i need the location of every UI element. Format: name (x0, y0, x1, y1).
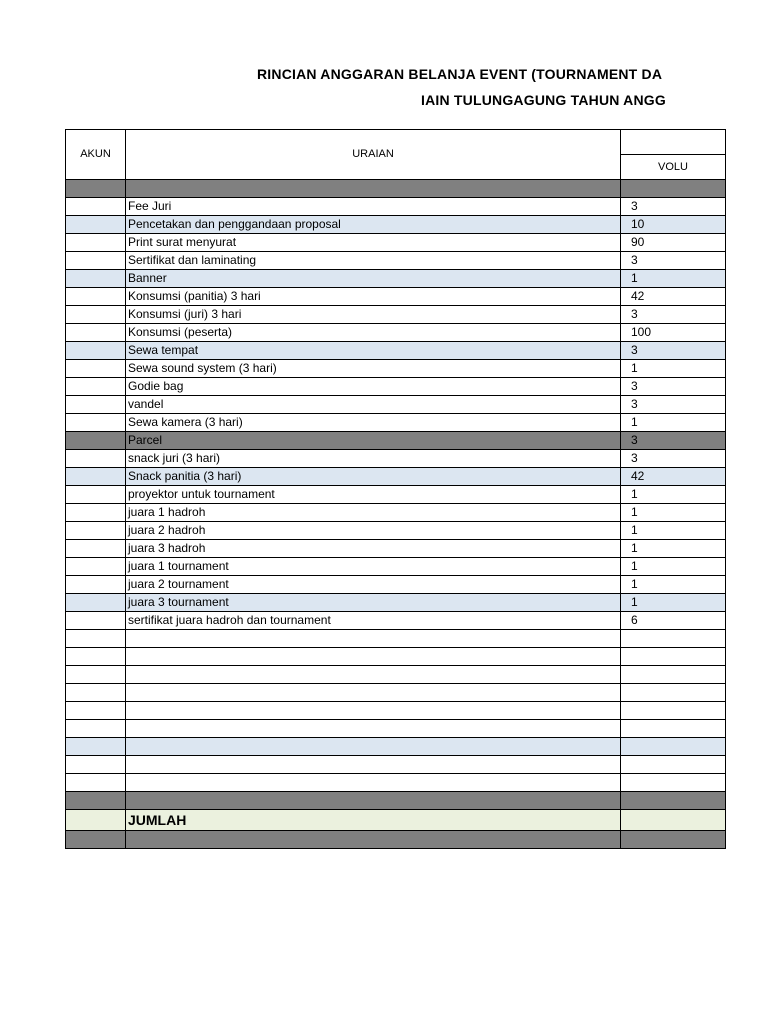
footer-akun-cell (66, 831, 126, 849)
table-row (66, 486, 726, 504)
table-row (66, 504, 726, 522)
uraian-cell: Sewa tempat (126, 342, 621, 360)
table-row (66, 630, 726, 648)
table-row (66, 720, 726, 738)
akun-cell (66, 360, 126, 378)
uraian-cell: Sewa kamera (3 hari) (126, 414, 621, 432)
uraian-cell (126, 792, 621, 810)
akun-cell (66, 270, 126, 288)
table-row (66, 558, 726, 576)
table-row (66, 648, 726, 666)
table-row (66, 522, 726, 540)
uraian-cell: Konsumsi (peserta) (126, 324, 621, 342)
akun-cell (66, 378, 126, 396)
volume-cell: 3 (621, 306, 726, 324)
akun-cell (66, 180, 126, 198)
uraian-cell (126, 180, 621, 198)
volume-cell (621, 684, 726, 702)
table-row (66, 594, 726, 612)
akun-cell (66, 324, 126, 342)
akun-cell (66, 216, 126, 234)
volume-cell: 3 (621, 378, 726, 396)
table-row (66, 288, 726, 306)
volume-cell: 3 (621, 396, 726, 414)
jumlah-volume-cell (621, 810, 726, 831)
volume-cell: 3 (621, 198, 726, 216)
table-row (66, 396, 726, 414)
akun-cell (66, 576, 126, 594)
akun-cell (66, 288, 126, 306)
uraian-cell: Godie bag (126, 378, 621, 396)
akun-cell (66, 684, 126, 702)
header-akun: AKUN (66, 130, 126, 180)
akun-cell (66, 486, 126, 504)
volume-cell: 1 (621, 360, 726, 378)
header-volume: VOLU (621, 155, 726, 180)
uraian-cell (126, 648, 621, 666)
uraian-cell (126, 756, 621, 774)
uraian-cell (126, 630, 621, 648)
table-row (66, 378, 726, 396)
uraian-cell: sertifikat juara hadroh dan tournament (126, 612, 621, 630)
akun-cell (66, 666, 126, 684)
budget-table (65, 129, 726, 849)
table-row (66, 216, 726, 234)
uraian-cell: proyektor untuk tournament (126, 486, 621, 504)
akun-cell (66, 414, 126, 432)
table-row (66, 738, 726, 756)
jumlah-label: JUMLAH (126, 810, 621, 831)
table-row (66, 432, 726, 450)
uraian-cell: juara 2 tournament (126, 576, 621, 594)
akun-cell (66, 648, 126, 666)
akun-cell (66, 234, 126, 252)
table-row (66, 792, 726, 810)
table-row (66, 576, 726, 594)
table-body (66, 180, 726, 810)
uraian-cell: juara 2 hadroh (126, 522, 621, 540)
jumlah-akun-cell (66, 810, 126, 831)
volume-cell: 10 (621, 216, 726, 234)
uraian-cell: juara 3 hadroh (126, 540, 621, 558)
uraian-cell: juara 1 hadroh (126, 504, 621, 522)
akun-cell (66, 630, 126, 648)
volume-cell (621, 666, 726, 684)
document-title-line-1: RINCIAN ANGGARAN BELANJA EVENT (TOURNAMENT DA (257, 66, 663, 82)
akun-cell (66, 558, 126, 576)
document-title-line-2: IAIN TULUNGAGUNG TAHUN ANGG (421, 92, 666, 108)
volume-cell (621, 180, 726, 198)
uraian-cell (126, 738, 621, 756)
table-row (66, 306, 726, 324)
jumlah-row (66, 810, 726, 831)
uraian-cell: Print surat menyurat (126, 234, 621, 252)
uraian-cell: Banner (126, 270, 621, 288)
volume-cell: 42 (621, 468, 726, 486)
table-row (66, 468, 726, 486)
table-row (66, 324, 726, 342)
volume-cell (621, 702, 726, 720)
table-row (66, 234, 726, 252)
volume-cell (621, 774, 726, 792)
volume-cell (621, 720, 726, 738)
uraian-cell: Sewa sound system (3 hari) (126, 360, 621, 378)
table-row (66, 270, 726, 288)
volume-cell: 1 (621, 270, 726, 288)
uraian-cell: Konsumsi (panitia) 3 hari (126, 288, 621, 306)
akun-cell (66, 756, 126, 774)
table-row (66, 450, 726, 468)
volume-cell (621, 756, 726, 774)
table-row (66, 666, 726, 684)
akun-cell (66, 774, 126, 792)
header-uraian: URAIAN (126, 130, 621, 180)
akun-cell (66, 792, 126, 810)
volume-cell (621, 630, 726, 648)
volume-cell (621, 648, 726, 666)
akun-cell (66, 522, 126, 540)
table-row (66, 612, 726, 630)
uraian-cell: Sertifikat dan laminating (126, 252, 621, 270)
uraian-cell (126, 702, 621, 720)
akun-cell (66, 702, 126, 720)
uraian-cell: vandel (126, 396, 621, 414)
volume-cell: 1 (621, 486, 726, 504)
volume-cell: 42 (621, 288, 726, 306)
uraian-cell (126, 684, 621, 702)
akun-cell (66, 594, 126, 612)
table-row (66, 342, 726, 360)
akun-cell (66, 720, 126, 738)
table-row (66, 774, 726, 792)
volume-cell: 1 (621, 558, 726, 576)
uraian-cell: Fee Juri (126, 198, 621, 216)
footer-volume-cell (621, 831, 726, 849)
table-footer-row (66, 831, 726, 849)
akun-cell (66, 540, 126, 558)
uraian-cell (126, 666, 621, 684)
uraian-cell: Parcel (126, 432, 621, 450)
akun-cell (66, 468, 126, 486)
uraian-cell: juara 1 tournament (126, 558, 621, 576)
akun-cell (66, 432, 126, 450)
volume-cell: 1 (621, 504, 726, 522)
volume-cell: 3 (621, 252, 726, 270)
header-volume-group (621, 130, 726, 155)
akun-cell (66, 198, 126, 216)
table-row (66, 540, 726, 558)
table-row (66, 198, 726, 216)
volume-cell: 3 (621, 450, 726, 468)
akun-cell (66, 612, 126, 630)
uraian-cell: Snack panitia (3 hari) (126, 468, 621, 486)
table-row (66, 360, 726, 378)
akun-cell (66, 738, 126, 756)
table-row (66, 252, 726, 270)
table-row (66, 684, 726, 702)
footer-uraian-cell (126, 831, 621, 849)
uraian-cell (126, 774, 621, 792)
akun-cell (66, 450, 126, 468)
volume-cell: 1 (621, 540, 726, 558)
budget-table-container (65, 129, 688, 849)
volume-cell: 6 (621, 612, 726, 630)
volume-cell: 3 (621, 432, 726, 450)
volume-cell: 1 (621, 594, 726, 612)
table-row (66, 702, 726, 720)
volume-cell: 3 (621, 342, 726, 360)
uraian-cell: juara 3 tournament (126, 594, 621, 612)
volume-cell: 100 (621, 324, 726, 342)
volume-cell: 1 (621, 576, 726, 594)
table-row (66, 414, 726, 432)
uraian-cell: Konsumsi (juri) 3 hari (126, 306, 621, 324)
uraian-cell: Pencetakan dan penggandaan proposal (126, 216, 621, 234)
volume-cell: 1 (621, 414, 726, 432)
table-row (66, 756, 726, 774)
akun-cell (66, 306, 126, 324)
volume-cell: 90 (621, 234, 726, 252)
volume-cell (621, 738, 726, 756)
akun-cell (66, 342, 126, 360)
volume-cell: 1 (621, 522, 726, 540)
akun-cell (66, 396, 126, 414)
volume-cell (621, 792, 726, 810)
akun-cell (66, 504, 126, 522)
table-row (66, 180, 726, 198)
uraian-cell (126, 720, 621, 738)
uraian-cell: snack juri (3 hari) (126, 450, 621, 468)
akun-cell (66, 252, 126, 270)
